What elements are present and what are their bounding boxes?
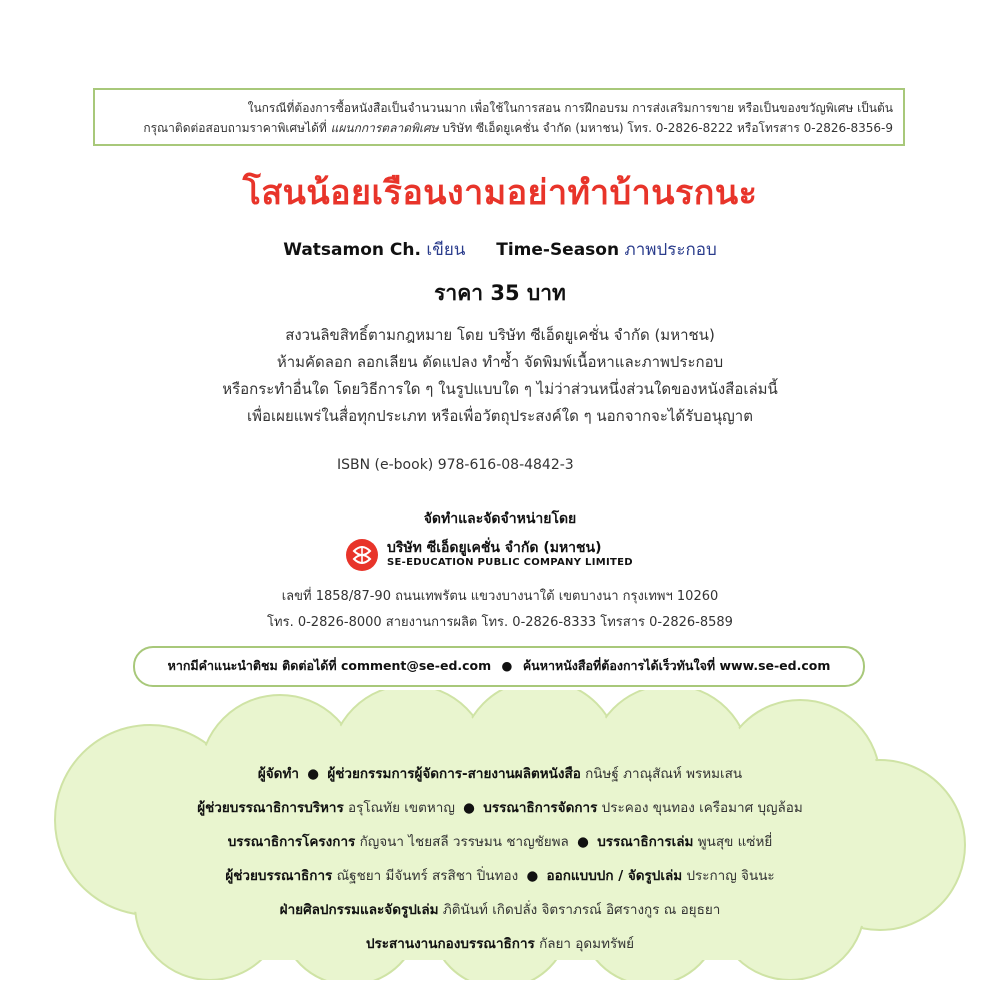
- contact-banner: [133, 646, 865, 687]
- special-marketing-dept: แผนกการตลาดพิเศษ: [330, 121, 439, 135]
- staff-names: กัญจนา ไชยสลี วรรษมน ชาญชัยพล: [359, 834, 569, 850]
- staff-role: ผู้ช่วยกรรมการผู้จัดการ-สายงานผลิตหนังสือ: [327, 766, 581, 782]
- bulk-order-notice-box: [93, 88, 905, 146]
- author-name: Watsamon Ch.: [283, 240, 421, 260]
- contact-website: ค้นหาหนังสือที่ต้องการได้เร็วทันใจที่ www.se-ed.com: [522, 658, 831, 673]
- staff-row: [0, 825, 1000, 859]
- staff-names: ประคอง ขุนทอง เครือมาศ บุญล้อม: [601, 800, 803, 816]
- staff-names: กัลยา อุดมทรัพย์: [539, 936, 635, 952]
- notice-line-1: ในกรณีที่ต้องการซื้อหนังสือเป็นจำนวนมาก เพื่อใช้ในการสอน การฝึกอบรม การส่งเสริมการขาย หรือเป็นของขวัญพิเศษ เป็นต้น: [247, 101, 893, 115]
- publisher-name-en: SE-EDUCATION PUBLIC COMPANY LIMITED: [387, 557, 633, 568]
- staff-credits: [0, 757, 1000, 961]
- staff-row: [0, 757, 1000, 791]
- staff-names: กนิษฐ์ ภาณุสัณห์ พรหมเสน: [585, 766, 743, 782]
- copyright-line: สงวนลิขสิทธิ์ตามกฎหมาย โดย บริษัท ซีเอ็ดยูเคชั่น จำกัด (มหาชน): [285, 326, 715, 344]
- staff-row: [0, 791, 1000, 825]
- illustrator-role: ภาพประกอบ: [624, 240, 717, 260]
- staff-names: ณัฐชยา มีจันทร์ สรสิชา ปิ่นทอง: [336, 868, 519, 884]
- staff-names: ประกาญ จินนะ: [686, 868, 775, 884]
- notice-line-2: [109, 118, 893, 138]
- isbn: ISBN (e-book) 978-616-08-4842-3: [337, 457, 574, 473]
- staff-names: อรุโณทัย เขตหาญ: [348, 800, 455, 816]
- staff-role: ฝ่ายศิลปกรรมและจัดรูปเล่ม: [279, 902, 439, 918]
- staff-role: ผู้ช่วยบรรณาธิการบริหาร: [197, 800, 344, 816]
- price: ราคา 35 บาท: [434, 281, 566, 305]
- notice-line-2-end: บริษัท ซีเอ็ดยูเคชั่น จำกัด (มหาชน) โทร. 0-2826-8222 หรือโทรสาร 0-2826-8356-9: [442, 121, 893, 135]
- staff-role: ออกแบบปก / จัดรูปเล่ม: [546, 868, 683, 884]
- author-role: เขียน: [426, 240, 466, 260]
- notice-line-2-start: กรุณาติดต่อสอบถามราคาพิเศษได้ที่: [143, 121, 327, 135]
- bullet-icon: ●: [501, 658, 513, 673]
- se-ed-logo-icon: [345, 538, 379, 572]
- staff-role: ผู้ช่วยบรรณาธิการ: [225, 868, 333, 884]
- staff-role: บรรณาธิการจัดการ: [483, 800, 598, 816]
- staff-role: บรรณาธิการเล่ม: [597, 834, 694, 850]
- illustrator-name: Time-Season: [496, 240, 620, 260]
- copyright-line: ห้ามคัดลอก ลอกเลียน ดัดแปลง ทำซ้ำ จัดพิมพ์เนื้อหาและภาพประกอบ: [276, 353, 724, 371]
- distributed-by-label: จัดทำและจัดจำหน่ายโดย: [423, 511, 577, 527]
- bullet-icon: ●: [526, 868, 539, 884]
- book-title: โสนน้อยเรือนงามอย่าทำบ้านรกนะ: [242, 173, 758, 213]
- bullet-icon: ●: [463, 800, 475, 816]
- staff-role: ผู้จัดทำ: [257, 766, 299, 782]
- copyright-line: เพื่อเผยแพร่ในสื่อทุกประเภท หรือเพื่อวัตถุประสงค์ใด ๆ นอกจากจะได้รับอนุญาต: [247, 407, 753, 425]
- bullet-icon: ●: [577, 834, 589, 850]
- publisher-address: เลขที่ 1858/87-90 ถนนเทพรัตน แขวงบางนาใต้ เขตบางนา กรุงเทพฯ 10260: [281, 589, 719, 604]
- contact-comment: หากมีคำแนะนำติชม ติดต่อได้ที่ comment@se-ed.com: [167, 658, 492, 673]
- staff-role: ประสานงานกองบรรณาธิการ: [365, 936, 535, 952]
- staff-row: [0, 859, 1000, 893]
- publisher-name-th: บริษัท ซีเอ็ดยูเคชั่น จำกัด (มหาชน): [387, 540, 602, 556]
- copyright-statement: [0, 322, 1000, 430]
- staff-names: ภิตินันท์ เกิดปลั่ง จิตราภรณ์ อิศรางกูร ณ อยุธยา: [442, 902, 721, 918]
- staff-names: พูนสุข แซ่หยี่: [697, 834, 773, 850]
- staff-row: [0, 927, 1000, 961]
- bullet-icon: ●: [307, 766, 320, 782]
- copyright-line: หรือกระทำอื่นใด โดยวิธีการใด ๆ ในรูปแบบใด ๆ ไม่ว่าส่วนหนึ่งส่วนใดของหนังสือเล่มนี้: [222, 380, 778, 398]
- publisher-phone: โทร. 0-2826-8000 สายงานการผลิต โทร. 0-2826-8333 โทรสาร 0-2826-8589: [267, 615, 733, 630]
- staff-role: บรรณาธิการโครงการ: [227, 834, 356, 850]
- credits-line: [0, 238, 1000, 262]
- staff-row: [0, 893, 1000, 927]
